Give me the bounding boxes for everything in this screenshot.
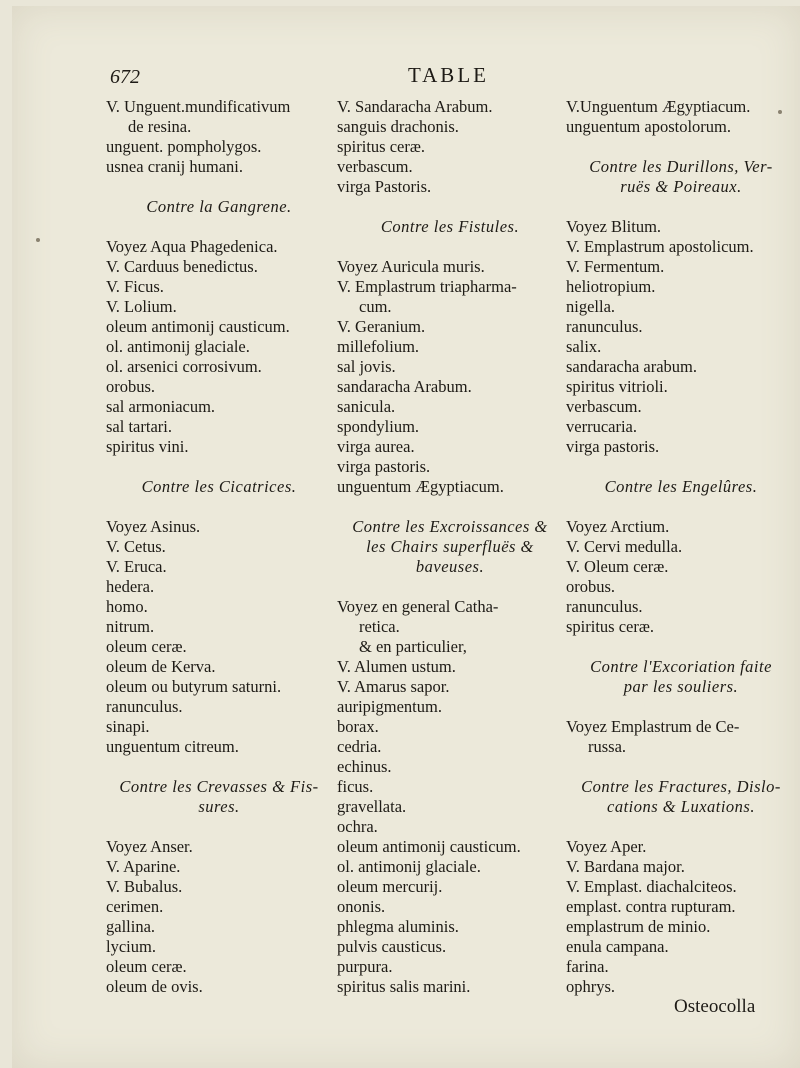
index-entry: sanguis drachonis. bbox=[337, 117, 459, 136]
spacer bbox=[566, 197, 796, 217]
index-entry: oleum ou butyrum saturni. bbox=[106, 677, 282, 696]
index-entry: unguentum apostolorum. bbox=[566, 117, 731, 136]
section-heading: Contre les Cicatrices. bbox=[141, 477, 297, 496]
index-entry: V. Lolium. bbox=[106, 297, 177, 316]
index-entry: V. Bardana major. bbox=[566, 857, 685, 876]
section-heading: ruës & Poireaux. bbox=[620, 177, 742, 196]
index-entry: oleum antimonij causticum. bbox=[106, 317, 290, 336]
index-entry: cum. bbox=[359, 297, 392, 316]
index-entry: virga pastoris. bbox=[337, 457, 431, 476]
index-entry: Voyez Blitum. bbox=[566, 217, 662, 236]
section-heading: Contre les Engelûres. bbox=[604, 477, 758, 496]
index-entry: ranunculus. bbox=[106, 697, 183, 716]
index-entry: V. Oleum ceræ. bbox=[566, 557, 669, 576]
index-entry: Voyez Aper. bbox=[566, 837, 647, 856]
section-heading: Contre les Durillons, Ver- bbox=[589, 157, 773, 176]
spacer bbox=[106, 757, 332, 777]
spacer bbox=[566, 497, 796, 517]
spacer bbox=[337, 497, 563, 517]
index-entry: spondylium. bbox=[337, 417, 420, 436]
index-entry: Voyez Anser. bbox=[106, 837, 193, 856]
index-entry: & en particulier, bbox=[359, 637, 467, 656]
section-heading: Contre les Fractures, Dislo- bbox=[581, 777, 781, 796]
index-entry: de resina. bbox=[128, 117, 192, 136]
index-entry: virga Pastoris. bbox=[337, 177, 432, 196]
index-entry: ranunculus. bbox=[566, 597, 643, 616]
index-entry: oleum ceræ. bbox=[106, 637, 187, 656]
index-entry: nitrum. bbox=[106, 617, 155, 636]
spacer bbox=[106, 177, 332, 197]
index-entry: purpura. bbox=[337, 957, 393, 976]
section-heading: Contre les Crevasses & Fis- bbox=[119, 777, 319, 796]
index-entry: sal armoniacum. bbox=[106, 397, 216, 416]
section-heading: Contre la Gangrene. bbox=[146, 197, 292, 216]
index-entry: verbascum. bbox=[566, 397, 642, 416]
index-entry: Voyez Aqua Phagedenica. bbox=[106, 237, 278, 256]
page-title: TABLE bbox=[408, 63, 489, 87]
index-entry: verbascum. bbox=[337, 157, 413, 176]
index-entry: virga pastoris. bbox=[566, 437, 660, 456]
index-entry: sandaracha Arabum. bbox=[337, 377, 472, 396]
spacer bbox=[106, 217, 332, 237]
index-entry: sandaracha arabum. bbox=[566, 357, 698, 376]
index-entry: ol. antimonij glaciale. bbox=[106, 337, 250, 356]
index-entry: sal tartari. bbox=[106, 417, 172, 436]
index-entry: spiritus ceræ. bbox=[337, 137, 425, 156]
index-entry: verrucaria. bbox=[566, 417, 637, 436]
index-entry: retica. bbox=[359, 617, 400, 636]
index-entry: russa. bbox=[588, 737, 627, 756]
index-entry: ochra. bbox=[337, 817, 378, 836]
index-entry: V. Carduus benedictus. bbox=[106, 257, 258, 276]
index-entry: ophrys. bbox=[566, 977, 616, 996]
index-entry: sinapi. bbox=[106, 717, 150, 736]
index-entry: unguentum Ægyptiacum. bbox=[337, 477, 504, 496]
index-entry: Voyez en general Catha- bbox=[337, 597, 499, 616]
catchword: Osteocolla bbox=[674, 996, 756, 1017]
index-entry: V. Amarus sapor. bbox=[337, 677, 450, 696]
index-entry: millefolium. bbox=[337, 337, 420, 356]
index-entry: spiritus salis marini. bbox=[337, 977, 471, 996]
index-entry: lycium. bbox=[106, 937, 156, 956]
index-entry: V.Unguentum Ægyptiacum. bbox=[566, 97, 751, 116]
index-entry: V. Geranium. bbox=[337, 317, 426, 336]
index-entry: ficus. bbox=[337, 777, 374, 796]
index-entry: salix. bbox=[566, 337, 602, 356]
index-entry: V. Unguent.mundificativum bbox=[106, 97, 291, 116]
index-entry: V. Sandaracha Arabum. bbox=[337, 97, 493, 116]
index-entry: heliotropium. bbox=[566, 277, 656, 296]
index-entry: borax. bbox=[337, 717, 379, 736]
index-entry: oleum de ovis. bbox=[106, 977, 203, 996]
index-entry: echinus. bbox=[337, 757, 392, 776]
index-entry: unguent. pompholygos. bbox=[106, 137, 262, 156]
index-column-1 bbox=[106, 97, 332, 997]
index-entry: auripigmentum. bbox=[337, 697, 442, 716]
spacer bbox=[337, 237, 563, 257]
page-number: 672 bbox=[110, 66, 140, 88]
section-heading: Contre l'Excoriation faite bbox=[590, 657, 772, 676]
index-column-3 bbox=[566, 97, 796, 997]
section-heading: par les souliers. bbox=[623, 677, 739, 696]
index-entry: usnea cranij humani. bbox=[106, 157, 243, 176]
section-heading: Contre les Excroissances & bbox=[352, 517, 548, 536]
index-entry: hedera. bbox=[106, 577, 155, 596]
index-entry: nigella. bbox=[566, 297, 616, 316]
index-column-2 bbox=[337, 97, 563, 997]
section-heading: sures. bbox=[198, 797, 240, 816]
index-entry: V. Alumen ustum. bbox=[337, 657, 456, 676]
index-entry: spiritus vini. bbox=[106, 437, 189, 456]
index-entry: V. Ficus. bbox=[106, 277, 164, 296]
paper-speck bbox=[778, 110, 782, 114]
index-entry: pulvis causticus. bbox=[337, 937, 447, 956]
spacer bbox=[337, 577, 563, 597]
section-heading: Contre les Fistules. bbox=[380, 217, 520, 236]
spacer bbox=[566, 697, 796, 717]
index-entry: homo. bbox=[106, 597, 148, 616]
index-entry: unguentum citreum. bbox=[106, 737, 239, 756]
index-entry: V. Cervi medulla. bbox=[566, 537, 683, 556]
index-entry: V. Fermentum. bbox=[566, 257, 665, 276]
index-entry: Voyez Asinus. bbox=[106, 517, 201, 536]
index-entry: orobus. bbox=[106, 377, 156, 396]
index-entry: oleum de Kerva. bbox=[106, 657, 216, 676]
index-entry: farina. bbox=[566, 957, 609, 976]
index-entry: enula campana. bbox=[566, 937, 669, 956]
index-entry: ononis. bbox=[337, 897, 386, 916]
spacer bbox=[337, 197, 563, 217]
index-entry: sanicula. bbox=[337, 397, 396, 416]
spacer bbox=[106, 457, 332, 477]
spacer bbox=[566, 137, 796, 157]
spacer bbox=[566, 637, 796, 657]
index-entry: Voyez Arctium. bbox=[566, 517, 670, 536]
index-entry: orobus. bbox=[566, 577, 616, 596]
index-entry: V. Cetus. bbox=[106, 537, 166, 556]
paper-speck bbox=[36, 238, 40, 242]
index-entry: V. Bubalus. bbox=[106, 877, 183, 896]
index-entry: ol. arsenici corrosivum. bbox=[106, 357, 262, 376]
index-entry: Voyez Auricula muris. bbox=[337, 257, 485, 276]
index-entry: oleum antimonij causticum. bbox=[337, 837, 521, 856]
index-entry: cerimen. bbox=[106, 897, 164, 916]
index-entry: gallina. bbox=[106, 917, 156, 936]
index-entry: V. Emplastrum triapharma- bbox=[337, 277, 517, 296]
index-entry: V. Eruca. bbox=[106, 557, 167, 576]
index-entry: emplast. contra rupturam. bbox=[566, 897, 736, 916]
spacer bbox=[566, 457, 796, 477]
index-entry: Voyez Emplastrum de Ce- bbox=[566, 717, 740, 736]
index-entry: emplastrum de minio. bbox=[566, 917, 711, 936]
index-entry: virga aurea. bbox=[337, 437, 415, 456]
index-entry: gravellata. bbox=[337, 797, 407, 816]
section-heading: cations & Luxations. bbox=[607, 797, 755, 816]
index-entry: cedria. bbox=[337, 737, 382, 756]
index-entry: ranunculus. bbox=[566, 317, 643, 336]
spacer bbox=[106, 817, 332, 837]
index-entry: oleum mercurij. bbox=[337, 877, 443, 896]
index-entry: phlegma aluminis. bbox=[337, 917, 459, 936]
index-entry: V. Emplast. diachalciteos. bbox=[566, 877, 737, 896]
spacer bbox=[566, 817, 796, 837]
index-entry: V. Aparine. bbox=[106, 857, 181, 876]
index-entry: ol. antimonij glaciale. bbox=[337, 857, 481, 876]
spacer bbox=[566, 757, 796, 777]
index-entry: spiritus ceræ. bbox=[566, 617, 654, 636]
section-heading: les Chairs superfluës & bbox=[366, 537, 534, 556]
index-entry: V. Emplastrum apostolicum. bbox=[566, 237, 754, 256]
index-entry: oleum ceræ. bbox=[106, 957, 187, 976]
spacer bbox=[106, 497, 332, 517]
index-entry: sal jovis. bbox=[337, 357, 396, 376]
section-heading: baveuses. bbox=[415, 557, 485, 576]
index-entry: spiritus vitrioli. bbox=[566, 377, 668, 396]
